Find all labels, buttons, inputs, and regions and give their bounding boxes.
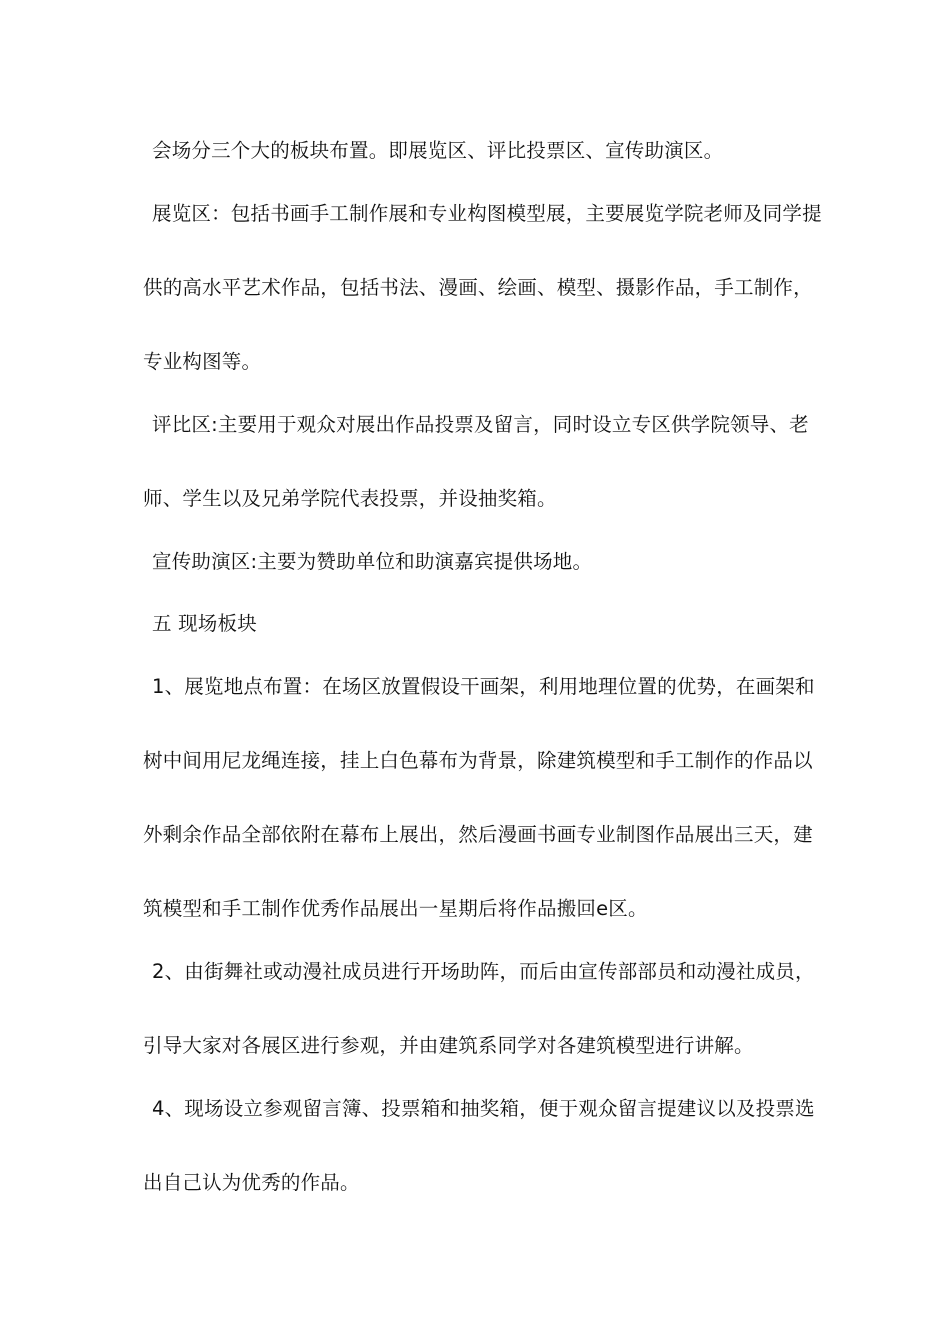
list-item-4-line-2: 出自己认为优秀的作品。 [143, 1171, 360, 1194]
list-item-4-line-1: 4、现场设立参观留言簿、投票箱和抽奖箱，便于观众留言提建议以及投票选 [152, 1097, 815, 1120]
paragraph-judging-area-line-2: 师、学生以及兄弟学院代表投票，并设抽奖箱。 [143, 487, 557, 510]
list-item-1-line-4: 筑模型和手工制作优秀作品展出一星期后将作品搬回e区。 [143, 897, 648, 920]
list-item-2-line-1: 2、由街舞社或动漫社成员进行开场助阵，而后由宣传部部员和动漫社成员， [152, 960, 815, 983]
paragraph-exhibition-area-line-1: 展览区：包括书画手工制作展和专业构图模型展，主要展览学院老师及同学提 [152, 202, 822, 225]
paragraph-promotion-area: 宣传助演区:主要为赞助单位和助演嘉宾提供场地。 [152, 550, 593, 573]
paragraph-venue-layout: 会场分三个大的板块布置。即展览区、评比投票区、宣传助演区。 [152, 139, 724, 162]
paragraph-judging-area-line-1: 评比区:主要用于观众对展出作品投票及留言，同时设立专区供学院领导、老 [152, 413, 809, 436]
list-item-2-line-2: 引导大家对各展区进行参观，并由建筑系同学对各建筑模型进行讲解。 [143, 1034, 754, 1057]
paragraph-exhibition-area-line-3: 专业构图等。 [143, 350, 262, 373]
list-item-1-line-3: 外剩余作品全部依附在幕布上展出，然后漫画书画专业制图作品展出三天，建 [143, 823, 813, 846]
section-heading-on-site: 五 现场板块 [152, 612, 257, 635]
paragraph-exhibition-area-line-2: 供的高水平艺术作品，包括书法、漫画、绘画、模型、摄影作品，手工制作， [143, 276, 813, 299]
list-item-1-line-2: 树中间用尼龙绳连接，挂上白色幕布为背景，除建筑模型和手工制作的作品以 [143, 749, 813, 772]
list-item-1-line-1: 1、展览地点布置：在场区放置假设干画架，利用地理位置的优势，在画架和 [152, 675, 815, 698]
